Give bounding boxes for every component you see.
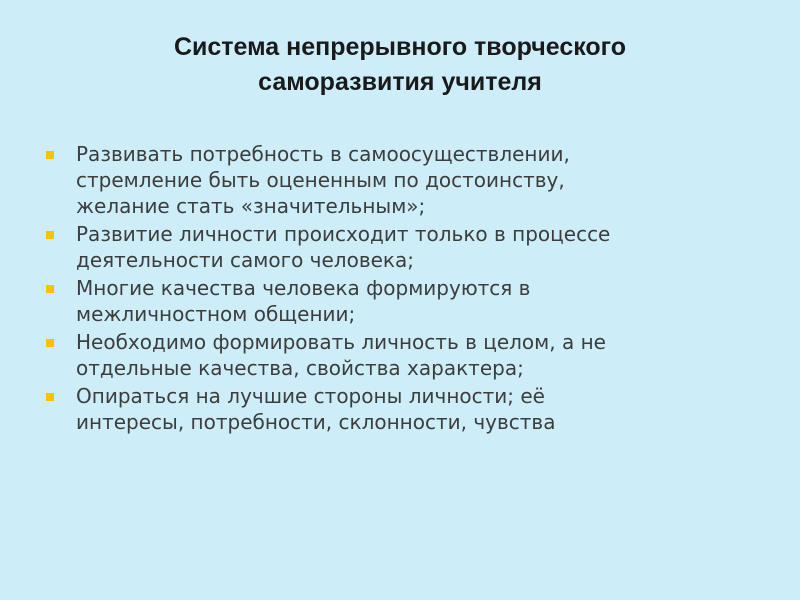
slide-title: [0, 30, 800, 100]
bullet-text-line: отдельные качества, свойства характера;: [76, 356, 524, 380]
square-bullet-icon: [46, 339, 54, 347]
bullet-text-line: Многие качества человека формируются в: [76, 276, 531, 300]
square-bullet-icon: [46, 285, 54, 293]
bullet-item: [42, 383, 742, 435]
bullet-text-line: межличностном общении;: [76, 302, 356, 326]
bullet-item: [42, 329, 742, 381]
slide-title-line: Система непрерывного творческого: [173, 33, 627, 61]
slide-title-line: саморазвития учителя: [258, 68, 542, 96]
bullet-text-line: стремление быть оцененным по достоинству,: [76, 168, 565, 192]
bullet-text-line: Необходимо формировать личность в целом, а не: [76, 330, 606, 354]
bullet-text-line: Развитие личности происходит только в процессе: [76, 222, 611, 246]
bullet-item: [42, 141, 742, 219]
bullet-item: [42, 221, 742, 273]
bullet-text-line: Опираться на лучшие стороны личности; её: [76, 384, 545, 408]
bullet-item: [42, 275, 742, 327]
bullet-text-line: Развивать потребность в самоосуществлении,: [76, 142, 570, 166]
bullet-text-line: деятельности самого человека;: [76, 248, 414, 272]
square-bullet-icon: [46, 393, 54, 401]
bullet-list: [42, 141, 742, 437]
bullet-text-line: желание стать «значительным»;: [76, 194, 426, 218]
square-bullet-icon: [46, 151, 54, 159]
square-bullet-icon: [46, 231, 54, 239]
bullet-text-line: интересы, потребности, склонности, чувства: [76, 410, 556, 434]
